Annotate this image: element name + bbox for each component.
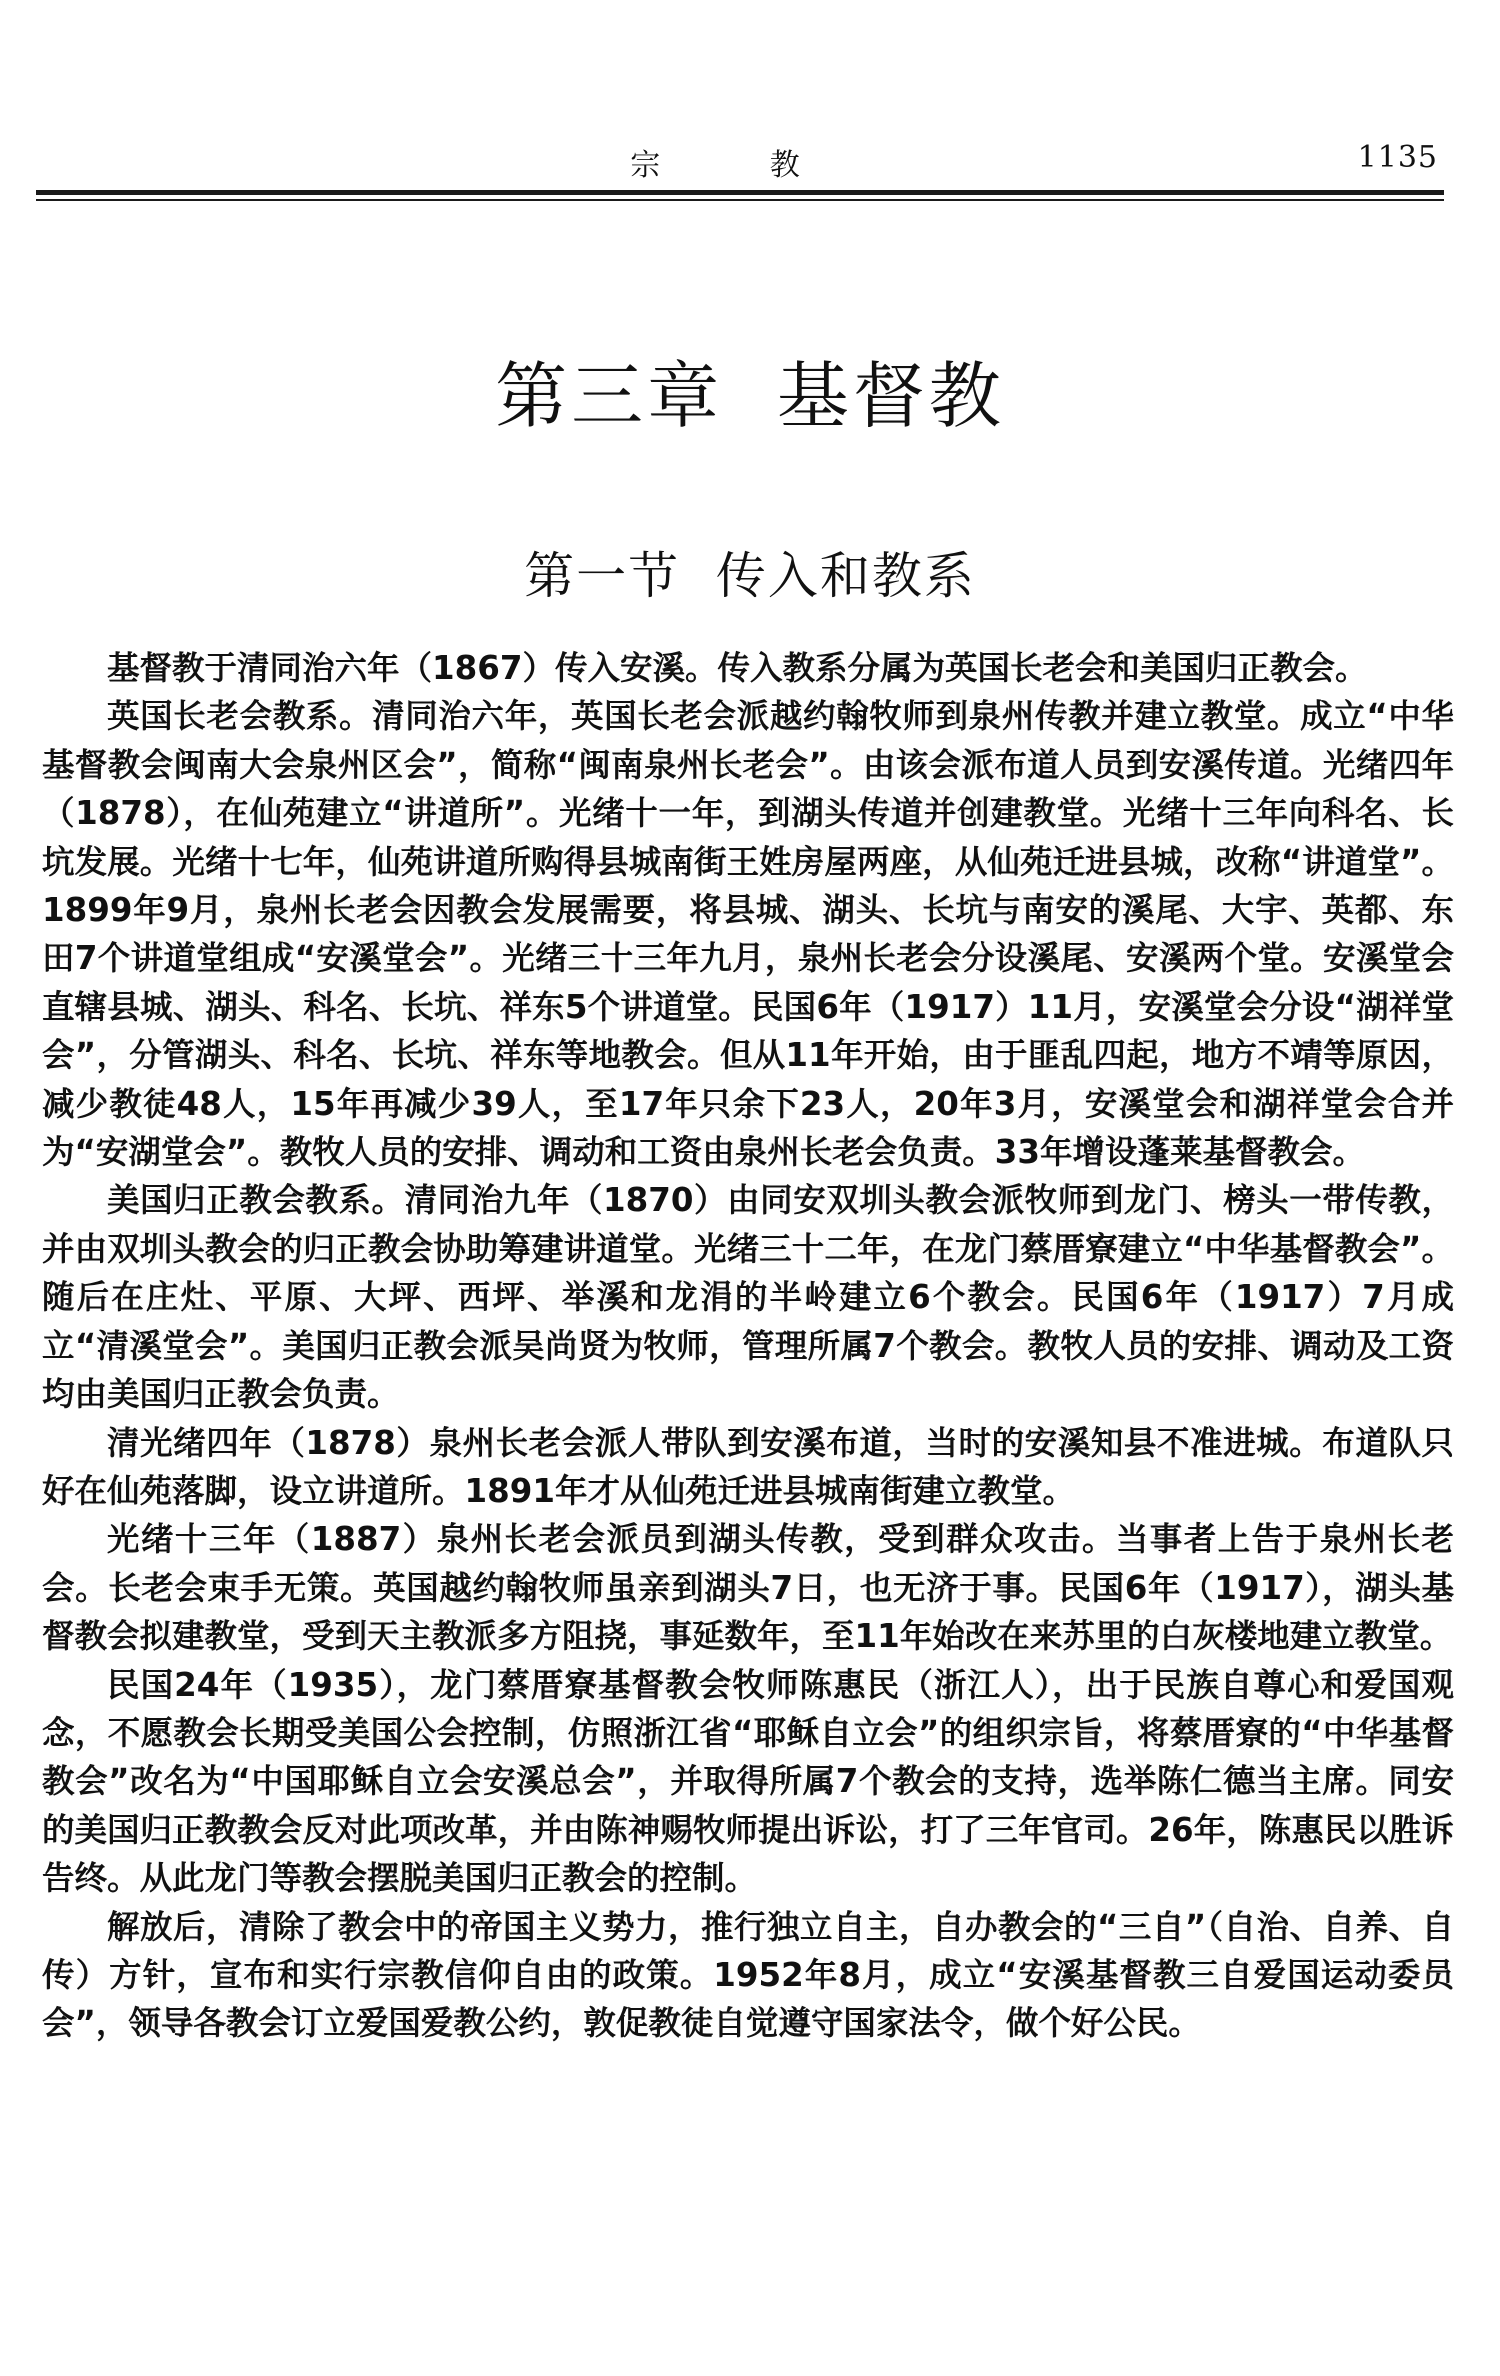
section-title: 第一节 传入和教系 [524,547,976,605]
header-rule-thin [36,199,1444,201]
header-rule [36,190,1444,195]
page-number: 1135 [1357,140,1438,175]
running-header [36,140,1444,183]
paragraph: 解放后，清除了教会中的帝国主义势力，推行独立自主，自办教会的“三自”（自治、自养、自传）方针，宣布和实行宗教信仰自由的政策。1952年8月，成立“安溪基督教三自爱国运动委员会”，领导各教会订立爱国爱教公约，敦促教徒自觉遵守国家法令，做个好公民。 [42,1907,1454,2043]
running-header-title: 宗 教 [630,148,850,183]
paragraph: 民国24年（1935），龙门蔡厝寮基督教会牧师陈惠民（浙江人），出于民族自尊心和爱国观念，不愿教会长期受美国公会控制，仿照浙江省“耶稣自立会”的组织宗旨，将蔡厝寮的“中华基督教会”改名为“中国耶稣自立会安溪总会”，并取得所属7个教会的支持，选举陈仁德当主席。同安的美国归正教教会反对此项改革，并由陈神赐牧师提出诉讼，打了三年官司。26年，陈惠民以胜诉告终。从此龙门等教会摆脱美国归正教会的控制。 [42,1665,1454,1898]
paragraph: 基督教于清同治六年（1867）传入安溪。传入教系分属为英国长老会和美国归正教会。 [107,649,1368,687]
body-text [42,644,1454,2048]
paragraph: 英国长老会教系。清同治六年，英国长老会派越约翰牧师到泉州传教并建立教堂。成立“中华基督教会闽南大会泉州区会”，简称“闽南泉州长老会”。由该会派布道人员到安溪传道。光绪四年（1878），在仙苑建立“讲道所”。光绪十一年，到湖头传道并创建教堂。光绪十三年向科名、长坑发展。光绪十七年，仙苑讲道所购得县城南街王姓房屋两座，从仙苑迁进县城，改称“讲道堂”。1899年9月，泉州长老会因教会发展需要，将县城、湖头、长坑与南安的溪尾、大宇、英都、东田7个讲道堂组成“安溪堂会”。光绪三十三年九月，泉州长老会分设溪尾、安溪两个堂。安溪堂会直辖县城、湖头、科名、长坑、祥东5个讲道堂。民国6年（1917）11月，安溪堂会分设“湖祥堂会”，分管湖头、科名、长坑、祥东等地教会。但从11年开始，由于匪乱四起，地方不靖等原因，减少教徒48人，15年再减少39人，至17年只余下23人，20年3月，安溪堂会和湖祥堂会合并为“安湖堂会”。教牧人员的安排、调动和工资由泉州长老会负责。33年增设蓬莱基督教会。 [42,697,1454,1172]
paragraph: 美国归正教会教系。清同治九年（1870）由同安双圳头教会派牧师到龙门、榜头一带传教，并由双圳头教会的归正教会协助筹建讲道堂。光绪三十二年，在龙门蔡厝寮建立“中华基督教会”。随后在庄灶、平原、大坪、西坪、举溪和龙涓的半岭建立6个教会。民国6年（1917）7月成立“清溪堂会”。美国归正教会派吴尚贤为牧师，管理所属7个教会。教牧人员的安排、调动及工资均由美国归正教会负责。 [42,1181,1454,1414]
paragraph: 光绪十三年（1887）泉州长老会派员到湖头传教，受到群众攻击。当事者上告于泉州长老会。长老会束手无策。英国越约翰牧师虽亲到湖头7日，也无济于事。民国6年（1917），湖头基督教会拟建教堂，受到天主教派多方阻挠，事延数年，至11年始改在来苏里的白灰楼地建立教堂。 [42,1520,1454,1656]
chapter-title: 第三章 基督教 [495,354,1005,438]
paragraph: 清光绪四年（1878）泉州长老会派人带队到安溪布道，当时的安溪知县不准进城。布道队只好在仙苑落脚，设立讲道所。1891年才从仙苑迁进县城南街建立教堂。 [42,1423,1454,1510]
